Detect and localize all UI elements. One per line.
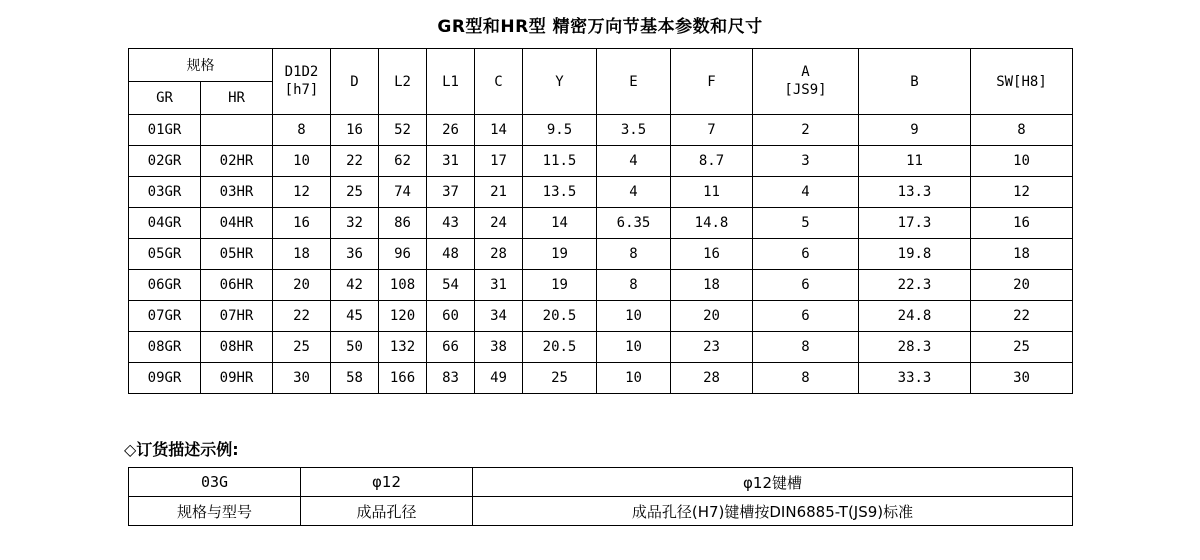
header-e: E xyxy=(597,49,671,115)
cell-e: 3.5 xyxy=(597,115,671,146)
cell-a: 6 xyxy=(753,270,859,301)
cell-e: 10 xyxy=(597,332,671,363)
order-value-row xyxy=(129,468,1073,497)
cell-hr xyxy=(201,115,273,146)
cell-d1d2: 20 xyxy=(273,270,331,301)
cell-l2: 52 xyxy=(379,115,427,146)
header-gr: GR xyxy=(129,82,201,115)
table-body xyxy=(129,115,1073,394)
cell-a: 8 xyxy=(753,332,859,363)
cell-gr: 03GR xyxy=(129,177,201,208)
cell-a: 5 xyxy=(753,208,859,239)
cell-b: 33.3 xyxy=(859,363,971,394)
cell-d: 58 xyxy=(331,363,379,394)
cell-sw: 25 xyxy=(971,332,1073,363)
cell-d: 36 xyxy=(331,239,379,270)
cell-b: 9 xyxy=(859,115,971,146)
cell-l1: 37 xyxy=(427,177,475,208)
cell-l1: 66 xyxy=(427,332,475,363)
cell-f: 16 xyxy=(671,239,753,270)
cell-d1d2: 8 xyxy=(273,115,331,146)
order-example-table xyxy=(128,467,1073,526)
table-row xyxy=(129,208,1073,239)
cell-b: 17.3 xyxy=(859,208,971,239)
page-title: GR型和HR型 精密万向节基本参数和尺寸 xyxy=(437,17,763,37)
header-a-line1: A xyxy=(801,64,810,80)
header-a xyxy=(753,49,859,115)
cell-b: 19.8 xyxy=(859,239,971,270)
cell-sw: 30 xyxy=(971,363,1073,394)
cell-c: 21 xyxy=(475,177,523,208)
cell-sw: 8 xyxy=(971,115,1073,146)
order-value-bore: φ12 xyxy=(301,468,473,497)
cell-hr: 02HR xyxy=(201,146,273,177)
cell-c: 17 xyxy=(475,146,523,177)
cell-hr: 09HR xyxy=(201,363,273,394)
cell-f: 18 xyxy=(671,270,753,301)
cell-hr: 07HR xyxy=(201,301,273,332)
order-desc-bore: 成品孔径 xyxy=(301,497,473,526)
table-row xyxy=(129,332,1073,363)
cell-gr: 04GR xyxy=(129,208,201,239)
cell-gr: 05GR xyxy=(129,239,201,270)
cell-hr: 08HR xyxy=(201,332,273,363)
cell-e: 6.35 xyxy=(597,208,671,239)
cell-a: 6 xyxy=(753,239,859,270)
cell-d: 32 xyxy=(331,208,379,239)
cell-sw: 18 xyxy=(971,239,1073,270)
cell-y: 19 xyxy=(523,270,597,301)
cell-gr: 06GR xyxy=(129,270,201,301)
table-row xyxy=(129,177,1073,208)
cell-c: 14 xyxy=(475,115,523,146)
header-b: B xyxy=(859,49,971,115)
header-group-spec: 规格 xyxy=(129,49,273,82)
cell-f: 20 xyxy=(671,301,753,332)
cell-f: 11 xyxy=(671,177,753,208)
table-header-row-1 xyxy=(129,49,1073,82)
cell-d: 22 xyxy=(331,146,379,177)
cell-y: 19 xyxy=(523,239,597,270)
cell-b: 13.3 xyxy=(859,177,971,208)
cell-y: 9.5 xyxy=(523,115,597,146)
cell-d: 42 xyxy=(331,270,379,301)
table-row xyxy=(129,146,1073,177)
cell-l1: 83 xyxy=(427,363,475,394)
cell-b: 28.3 xyxy=(859,332,971,363)
cell-c: 38 xyxy=(475,332,523,363)
table-row xyxy=(129,301,1073,332)
cell-l1: 31 xyxy=(427,146,475,177)
order-value-model: 03G xyxy=(129,468,301,497)
cell-y: 14 xyxy=(523,208,597,239)
cell-l2: 132 xyxy=(379,332,427,363)
cell-c: 28 xyxy=(475,239,523,270)
cell-l2: 62 xyxy=(379,146,427,177)
cell-gr: 02GR xyxy=(129,146,201,177)
cell-d: 25 xyxy=(331,177,379,208)
cell-f: 7 xyxy=(671,115,753,146)
cell-y: 20.5 xyxy=(523,301,597,332)
cell-l2: 166 xyxy=(379,363,427,394)
cell-f: 8.7 xyxy=(671,146,753,177)
order-desc-row xyxy=(129,497,1073,526)
table-row xyxy=(129,270,1073,301)
header-d: D xyxy=(331,49,379,115)
cell-gr: 07GR xyxy=(129,301,201,332)
cell-b: 24.8 xyxy=(859,301,971,332)
cell-c: 49 xyxy=(475,363,523,394)
cell-l2: 74 xyxy=(379,177,427,208)
cell-b: 22.3 xyxy=(859,270,971,301)
header-sw: SW[H8] xyxy=(971,49,1073,115)
cell-y: 13.5 xyxy=(523,177,597,208)
cell-d: 50 xyxy=(331,332,379,363)
cell-e: 4 xyxy=(597,177,671,208)
header-d1d2 xyxy=(273,49,331,115)
header-l1: L1 xyxy=(427,49,475,115)
cell-d: 16 xyxy=(331,115,379,146)
cell-hr: 03HR xyxy=(201,177,273,208)
cell-y: 20.5 xyxy=(523,332,597,363)
header-hr: HR xyxy=(201,82,273,115)
cell-a: 6 xyxy=(753,301,859,332)
cell-l1: 43 xyxy=(427,208,475,239)
cell-y: 25 xyxy=(523,363,597,394)
cell-l1: 48 xyxy=(427,239,475,270)
specifications-table xyxy=(128,48,1073,394)
cell-e: 10 xyxy=(597,301,671,332)
cell-l2: 120 xyxy=(379,301,427,332)
cell-d1d2: 25 xyxy=(273,332,331,363)
table-head xyxy=(129,49,1073,115)
cell-y: 11.5 xyxy=(523,146,597,177)
cell-c: 34 xyxy=(475,301,523,332)
header-c: C xyxy=(475,49,523,115)
header-d1d2-line2: [h7] xyxy=(284,81,319,98)
cell-gr: 09GR xyxy=(129,363,201,394)
cell-d1d2: 10 xyxy=(273,146,331,177)
cell-l2: 96 xyxy=(379,239,427,270)
cell-b: 11 xyxy=(859,146,971,177)
cell-sw: 10 xyxy=(971,146,1073,177)
header-f: F xyxy=(671,49,753,115)
cell-l1: 54 xyxy=(427,270,475,301)
cell-l1: 26 xyxy=(427,115,475,146)
cell-a: 4 xyxy=(753,177,859,208)
header-d1d2-line1: D1D2 xyxy=(284,64,319,80)
cell-l2: 86 xyxy=(379,208,427,239)
cell-hr: 05HR xyxy=(201,239,273,270)
cell-c: 31 xyxy=(475,270,523,301)
header-y: Y xyxy=(523,49,597,115)
cell-gr: 08GR xyxy=(129,332,201,363)
cell-a: 8 xyxy=(753,363,859,394)
header-a-line2: [JS9] xyxy=(784,81,827,98)
cell-l2: 108 xyxy=(379,270,427,301)
cell-hr: 06HR xyxy=(201,270,273,301)
table-row xyxy=(129,363,1073,394)
cell-sw: 22 xyxy=(971,301,1073,332)
table-row xyxy=(129,239,1073,270)
order-desc-model: 规格与型号 xyxy=(129,497,301,526)
cell-c: 24 xyxy=(475,208,523,239)
header-l2: L2 xyxy=(379,49,427,115)
cell-d1d2: 18 xyxy=(273,239,331,270)
cell-d1d2: 30 xyxy=(273,363,331,394)
cell-d: 45 xyxy=(331,301,379,332)
cell-a: 2 xyxy=(753,115,859,146)
cell-d1d2: 22 xyxy=(273,301,331,332)
cell-hr: 04HR xyxy=(201,208,273,239)
cell-sw: 12 xyxy=(971,177,1073,208)
cell-e: 8 xyxy=(597,239,671,270)
order-desc-keyway: 成品孔径(H7)键槽按DIN6885-T(JS9)标准 xyxy=(473,497,1073,526)
cell-gr: 01GR xyxy=(129,115,201,146)
cell-e: 4 xyxy=(597,146,671,177)
cell-f: 14.8 xyxy=(671,208,753,239)
cell-d1d2: 12 xyxy=(273,177,331,208)
order-example-label: ◇订货描述示例: xyxy=(124,440,239,459)
cell-f: 28 xyxy=(671,363,753,394)
cell-l1: 60 xyxy=(427,301,475,332)
cell-d1d2: 16 xyxy=(273,208,331,239)
order-value-keyway: φ12键槽 xyxy=(473,468,1073,497)
cell-a: 3 xyxy=(753,146,859,177)
cell-f: 23 xyxy=(671,332,753,363)
cell-sw: 20 xyxy=(971,270,1073,301)
cell-e: 10 xyxy=(597,363,671,394)
table-row xyxy=(129,115,1073,146)
cell-e: 8 xyxy=(597,270,671,301)
cell-sw: 16 xyxy=(971,208,1073,239)
